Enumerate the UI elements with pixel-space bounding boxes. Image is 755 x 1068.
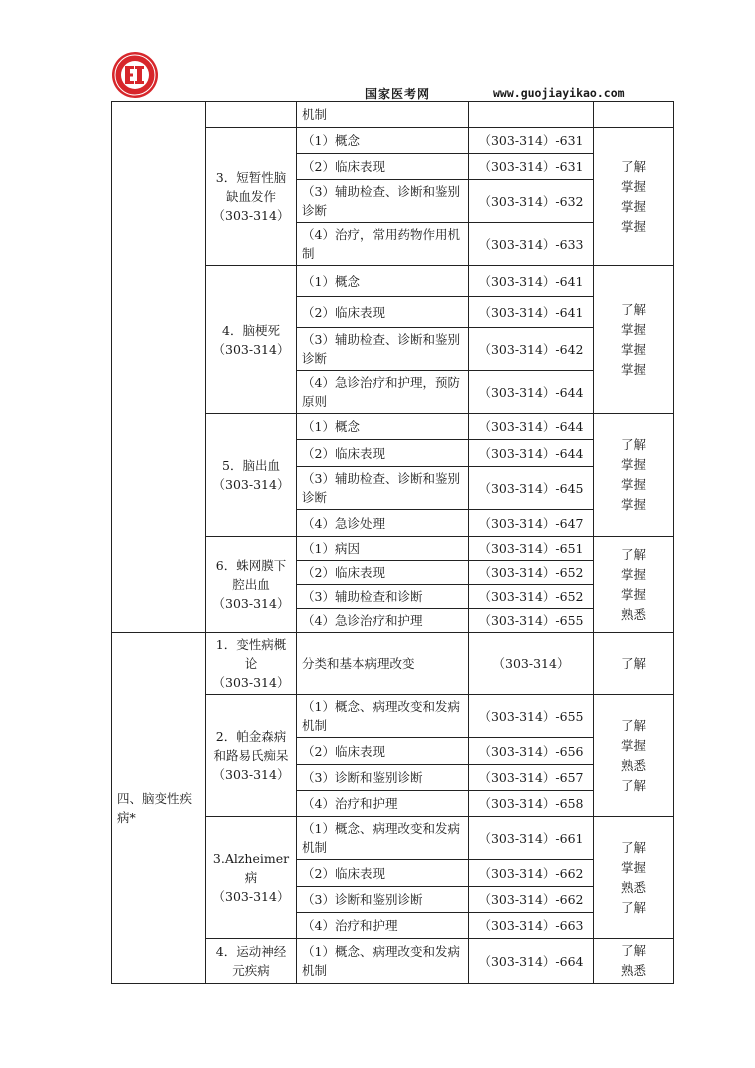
- requirement-level: 掌握: [620, 457, 646, 472]
- topic-range: （303-314）: [212, 341, 290, 357]
- topic-range: （303-314）: [212, 477, 290, 492]
- topic-cell: [206, 633, 297, 695]
- reference-cell: （303-314）-655: [469, 695, 594, 738]
- requirement-level: 了解: [620, 158, 646, 174]
- topic-title: 6．蛛网膜下腔出血: [215, 558, 287, 592]
- reference-cell: （303-314）-644: [469, 414, 594, 440]
- topic-title: 3.Alzheimer病: [212, 851, 290, 885]
- requirement-level: 掌握: [620, 737, 646, 753]
- requirement-level: 了解: [620, 943, 646, 958]
- topic-range: （303-314）: [212, 767, 290, 782]
- topic-title: 1．变性病概论: [215, 637, 287, 671]
- topic-cell: [206, 939, 297, 984]
- reference-cell: （303-314）-641: [469, 266, 594, 297]
- table-row: [112, 633, 674, 695]
- topic-title: 4．脑梗死: [222, 322, 280, 338]
- syllabus-table-body: [112, 102, 674, 984]
- requirement-level: 掌握: [620, 321, 646, 337]
- reference-cell: （303-314）-658: [469, 791, 594, 817]
- reference-cell: （303-314）-631: [469, 128, 594, 154]
- subtopic-cell: （2）临床表现: [297, 154, 469, 180]
- requirement-cell: [594, 817, 674, 939]
- requirement-level: 了解: [620, 437, 646, 452]
- subtopic-cell: （1）概念: [297, 266, 469, 297]
- requirement-cell: [594, 633, 674, 695]
- subtopic-cell: （4）急诊处理: [297, 510, 469, 537]
- unit-title: 四、脑变性疾病*: [112, 633, 206, 984]
- subtopic-cell: （2）临床表现: [297, 561, 469, 585]
- topic-title: 2．帕金森病和路易氏痴呆: [213, 729, 289, 763]
- requirement-cell: [594, 414, 674, 537]
- requirement-level: 掌握: [620, 198, 646, 214]
- topic-title: 4．运动神经元疾病: [215, 944, 287, 978]
- subtopic-cell: （1）概念、病理改变和发病机制: [297, 695, 469, 738]
- subtopic-cell: （3）诊断和鉴别诊断: [297, 887, 469, 913]
- subtopic-cell: （4）治疗和护理: [297, 913, 469, 939]
- subtopic-cell: （1）概念、病理改变和发病机制: [297, 817, 469, 860]
- subtopic-cell: （1）病因: [297, 537, 469, 561]
- reference-cell: （303-314）-656: [469, 738, 594, 765]
- table-row: [112, 102, 674, 128]
- requirement-level: 熟悉: [620, 963, 646, 978]
- subtopic-cell: （3）辅助检查、诊断和鉴别诊断: [297, 328, 469, 371]
- reference-cell: （303-314）-652: [469, 561, 594, 585]
- topic-title: 5．脑出血: [222, 458, 280, 473]
- subtopic-cell: （4）治疗，常用药物作用机制: [297, 223, 469, 266]
- requirement-level: 掌握: [620, 178, 646, 194]
- reference-cell: （303-314）-644: [469, 371, 594, 414]
- subtopic-cell: （2）临床表现: [297, 440, 469, 467]
- reference-cell: （303-314）-664: [469, 939, 594, 984]
- reference-cell: （303-314）-662: [469, 887, 594, 913]
- topic-range: （303-314）: [212, 889, 290, 904]
- reference-cell: （303-314）-632: [469, 180, 594, 223]
- site-logo: [110, 50, 160, 100]
- requirement-cell: [594, 939, 674, 984]
- subtopic-cell: （2）临床表现: [297, 860, 469, 887]
- subtopic-cell: （2）临床表现: [297, 297, 469, 328]
- syllabus-table: [111, 101, 674, 984]
- subtopic-cell: （1）概念、病理改变和发病机制: [297, 939, 469, 984]
- reference-cell: （303-314）-655: [469, 609, 594, 633]
- requirement-level: 了解: [620, 899, 646, 915]
- requirement-level: 熟悉: [620, 606, 646, 622]
- subtopic-cell: （3）辅助检查、诊断和鉴别诊断: [297, 467, 469, 510]
- subtopic-cell: （2）临床表现: [297, 738, 469, 765]
- reference-cell: （303-314）-652: [469, 585, 594, 609]
- subtopic-cell: （4）急诊治疗和护理: [297, 609, 469, 633]
- requirement-cell: [594, 537, 674, 633]
- topic-cell: [206, 266, 297, 414]
- requirement-level: 了解: [620, 839, 646, 855]
- reference-cell: （303-314）-661: [469, 817, 594, 860]
- topic-cell: [206, 414, 297, 537]
- requirement-level: 掌握: [620, 477, 646, 492]
- requirement-level: 掌握: [620, 497, 646, 512]
- reference-cell: [469, 102, 594, 128]
- reference-cell: （303-314）-631: [469, 154, 594, 180]
- unit-cell-previous: [112, 102, 206, 633]
- topic-cell: [206, 695, 297, 817]
- reference-cell: （303-314）-633: [469, 223, 594, 266]
- topic-cell: [206, 128, 297, 266]
- requirement-level: 掌握: [620, 566, 646, 582]
- requirement-cell: [594, 695, 674, 817]
- requirement-level: 了解: [620, 777, 646, 793]
- requirement-level: 掌握: [620, 859, 646, 875]
- subtopic-cell: （3）辅助检查、诊断和鉴别诊断: [297, 180, 469, 223]
- requirement-cell: [594, 102, 674, 128]
- requirement-level: 了解: [620, 655, 646, 671]
- requirement-level: 熟悉: [620, 757, 646, 773]
- subtopic-cell: （1）概念: [297, 128, 469, 154]
- subtopic-cell: 分类和基本病理改变: [297, 633, 469, 695]
- topic-cell-continued: [206, 102, 297, 128]
- reference-cell: （303-314）-647: [469, 510, 594, 537]
- topic-title: 3．短暂性脑缺血发作: [215, 170, 287, 204]
- topic-cell: [206, 537, 297, 633]
- subtopic-cell: 机制: [297, 102, 469, 128]
- reference-cell: （303-314）-657: [469, 765, 594, 791]
- topic-range: （303-314）: [212, 596, 290, 611]
- subtopic-cell: （3）辅助检查和诊断: [297, 585, 469, 609]
- topic-range: （303-314）: [212, 208, 290, 223]
- requirement-level: 掌握: [620, 341, 646, 357]
- requirement-cell: [594, 128, 674, 266]
- topic-cell: [206, 817, 297, 939]
- reference-cell: （303-314）-662: [469, 860, 594, 887]
- reference-cell: （303-314）-641: [469, 297, 594, 328]
- reference-cell: （303-314）-645: [469, 467, 594, 510]
- requirement-cell: [594, 266, 674, 414]
- subtopic-cell: （3）诊断和鉴别诊断: [297, 765, 469, 791]
- topic-range: （303-314）: [212, 675, 290, 690]
- requirement-level: 熟悉: [620, 879, 646, 895]
- requirement-level: 掌握: [620, 218, 646, 234]
- subtopic-cell: （1）概念: [297, 414, 469, 440]
- requirement-level: 了解: [620, 301, 646, 317]
- subtopic-cell: （4）治疗和护理: [297, 791, 469, 817]
- reference-cell: （303-314）-663: [469, 913, 594, 939]
- site-url: www.guojiayikao.com: [493, 86, 625, 100]
- subtopic-cell: （4）急诊治疗和护理，预防原则: [297, 371, 469, 414]
- reference-cell: （303-314）-644: [469, 440, 594, 467]
- reference-cell: （303-314）-642: [469, 328, 594, 371]
- reference-cell: （303-314）-651: [469, 537, 594, 561]
- reference-cell: （303-314）: [469, 633, 594, 695]
- site-name: 国家医考网: [365, 87, 431, 101]
- requirement-level: 了解: [620, 546, 646, 562]
- requirement-level: 掌握: [620, 586, 646, 602]
- requirement-level: 了解: [620, 717, 646, 733]
- requirement-level: 掌握: [620, 361, 646, 377]
